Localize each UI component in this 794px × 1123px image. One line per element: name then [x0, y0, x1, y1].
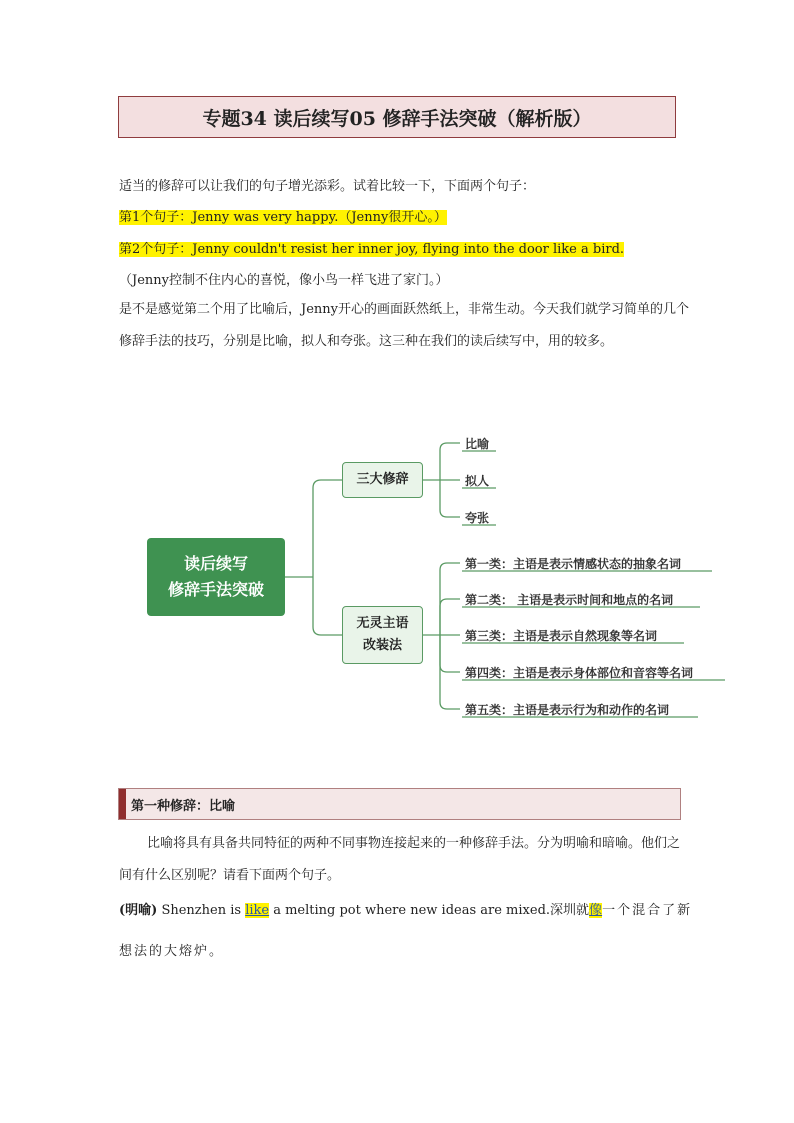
mindmap-leaf: 比喻: [465, 437, 490, 451]
example-cn-pre: 深圳就: [550, 903, 590, 918]
example-cn-line2: 想法的大熔炉。: [119, 944, 225, 959]
mindmap-leaf: 第一类：主语是表示情感状态的抽象名词: [465, 557, 682, 571]
mindmap-branch-subject-line1: 无灵主语: [356, 616, 409, 631]
example-cn-post: 一个混合了新: [602, 903, 693, 918]
intro-paragraph: 是不是感觉第二个用了比喻后，Jenny开心的画面跃然纸上，非常生动。今天我们就学习简单的几个修辞手法的技巧，分别是比喻，拟人和夸张。这三种在我们的读后续写中，用的较多。: [119, 302, 689, 349]
mindmap-leaf: 第二类： 主语是表示时间和地点的名词: [465, 593, 674, 607]
section-heading-bar: [118, 788, 681, 820]
mindmap-root-line2: 修辞手法突破: [167, 580, 264, 599]
example-like: like: [245, 903, 270, 918]
mindmap-branch-subject-line2: 改装法: [362, 638, 402, 653]
section-heading: 第一种修辞：比喻: [131, 799, 236, 814]
mindmap-leaf: 拟人: [465, 474, 490, 488]
example-sentence: [119, 902, 692, 920]
example-tag: (明喻): [119, 903, 158, 918]
mindmap-leaf: 夸张: [465, 511, 490, 525]
mindmap-leaf: 第五类：主语是表示行为和动作的名词: [465, 703, 670, 717]
intro-line: 适当的修辞可以让我们的句子增光添彩。试着比较一下，下面两个句子：: [119, 179, 536, 194]
mindmap-leaf: 第三类：主语是表示自然现象等名词: [465, 629, 658, 643]
mindmap-branch-rhetoric-label: 三大修辞: [356, 472, 409, 487]
mindmap-branch-rhetoric: [342, 462, 423, 498]
section-heading-accent: [119, 789, 126, 819]
example-cn-like: 像: [589, 903, 603, 918]
mindmap-root-line1: 读后续写: [183, 554, 248, 573]
example-post: a melting pot where new ideas are mixed.: [269, 903, 551, 918]
mindmap-branch-subject: [342, 606, 423, 664]
page-title: 专题34 读后续写05 修辞手法突破（解析版）: [118, 96, 676, 138]
mindmap-root: [147, 538, 285, 616]
mindmap-leaf: 第四类：主语是表示身体部位和音容等名词: [465, 666, 694, 680]
sentence-2-translation: （Jenny控制不住内心的喜悦，像小鸟一样飞进了家门。）: [119, 273, 449, 288]
section-paragraph: 比喻将具有具备共同特征的两种不同事物连接起来的一种修辞手法。分为明喻和暗喻。他们之间有什么区别呢？请看下面两个句子。: [119, 836, 681, 883]
example-pre: Shenzhen is: [161, 903, 246, 918]
sentence-1-text: 第1个句子：Jenny was very happy.（Jenny很开心。）: [119, 210, 447, 225]
sentence-2-text: 第2个句子：Jenny couldn't resist her inner joy, flying into the door like a bird.: [119, 242, 625, 257]
